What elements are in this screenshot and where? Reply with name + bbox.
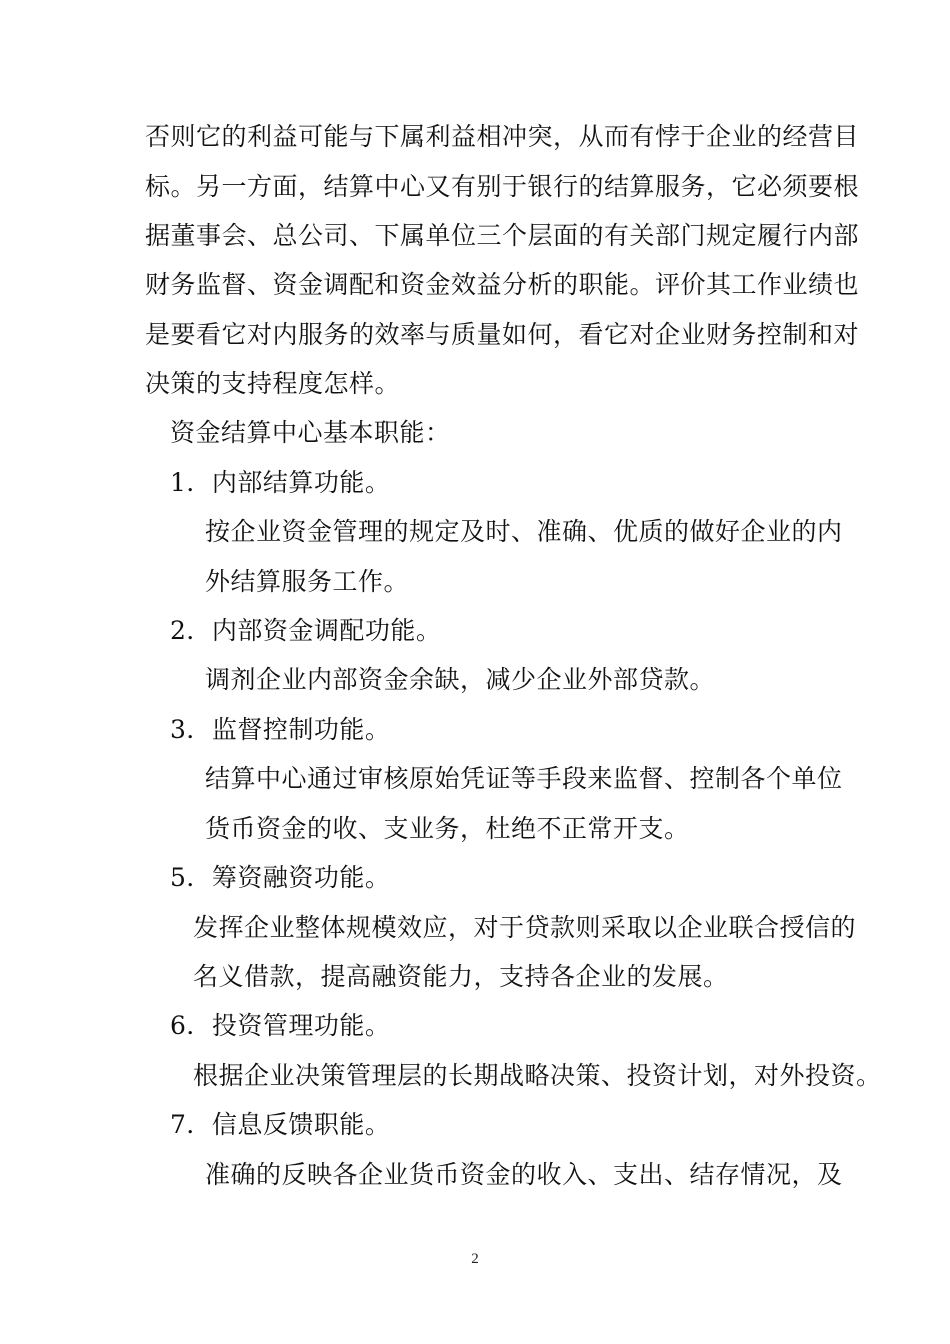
- function-title: 7．信息反馈职能。: [170, 1110, 391, 1139]
- paragraph-line: 否则它的利益可能与下属利益相冲突，从而有悖于企业的经营目: [145, 122, 860, 151]
- function-description: 根据企业决策管理层的长期战略决策、投资计划，对外投资。: [193, 1061, 882, 1090]
- function-description: 准确的反映各企业货币资金的收入、支出、结存情况，及: [205, 1160, 843, 1189]
- paragraph-line: 据董事会、总公司、下属单位三个层面的有关部门规定履行内部: [145, 221, 860, 250]
- function-description: 按企业资金管理的规定及时、准确、优质的做好企业的内: [205, 517, 843, 546]
- function-title: 6．投资管理功能。: [170, 1011, 391, 1040]
- function-title: 1．内部结算功能。: [170, 468, 391, 497]
- paragraph-line: 标。另一方面，结算中心又有别于银行的结算服务，它必须要根: [145, 172, 860, 201]
- function-description: 调剂企业内部资金余缺，减少企业外部贷款。: [205, 665, 716, 694]
- functions-heading: 资金结算中心基本职能：: [170, 418, 451, 447]
- paragraph-line: 决策的支持程度怎样。: [145, 369, 401, 398]
- function-description: 结算中心通过审核原始凭证等手段来监督、控制各个单位: [205, 764, 843, 793]
- function-title: 5．筹资融资功能。: [170, 863, 391, 892]
- paragraph-line: 财务监督、资金调配和资金效益分析的职能。评价其工作业绩也: [145, 270, 860, 299]
- function-title: 2．内部资金调配功能。: [170, 616, 442, 645]
- paragraph-line: 是要看它对内服务的效率与质量如何，看它对企业财务控制和对: [145, 320, 860, 349]
- function-title: 3．监督控制功能。: [170, 715, 391, 744]
- page-number: 2: [471, 1251, 479, 1267]
- function-description: 名义借款，提高融资能力，支持各企业的发展。: [193, 962, 729, 991]
- function-description: 发挥企业整体规模效应，对于贷款则采取以企业联合授信的: [193, 913, 857, 942]
- function-description: 外结算服务工作。: [205, 567, 410, 596]
- function-description: 货币资金的收、支业务，杜绝不正常开支。: [205, 814, 690, 843]
